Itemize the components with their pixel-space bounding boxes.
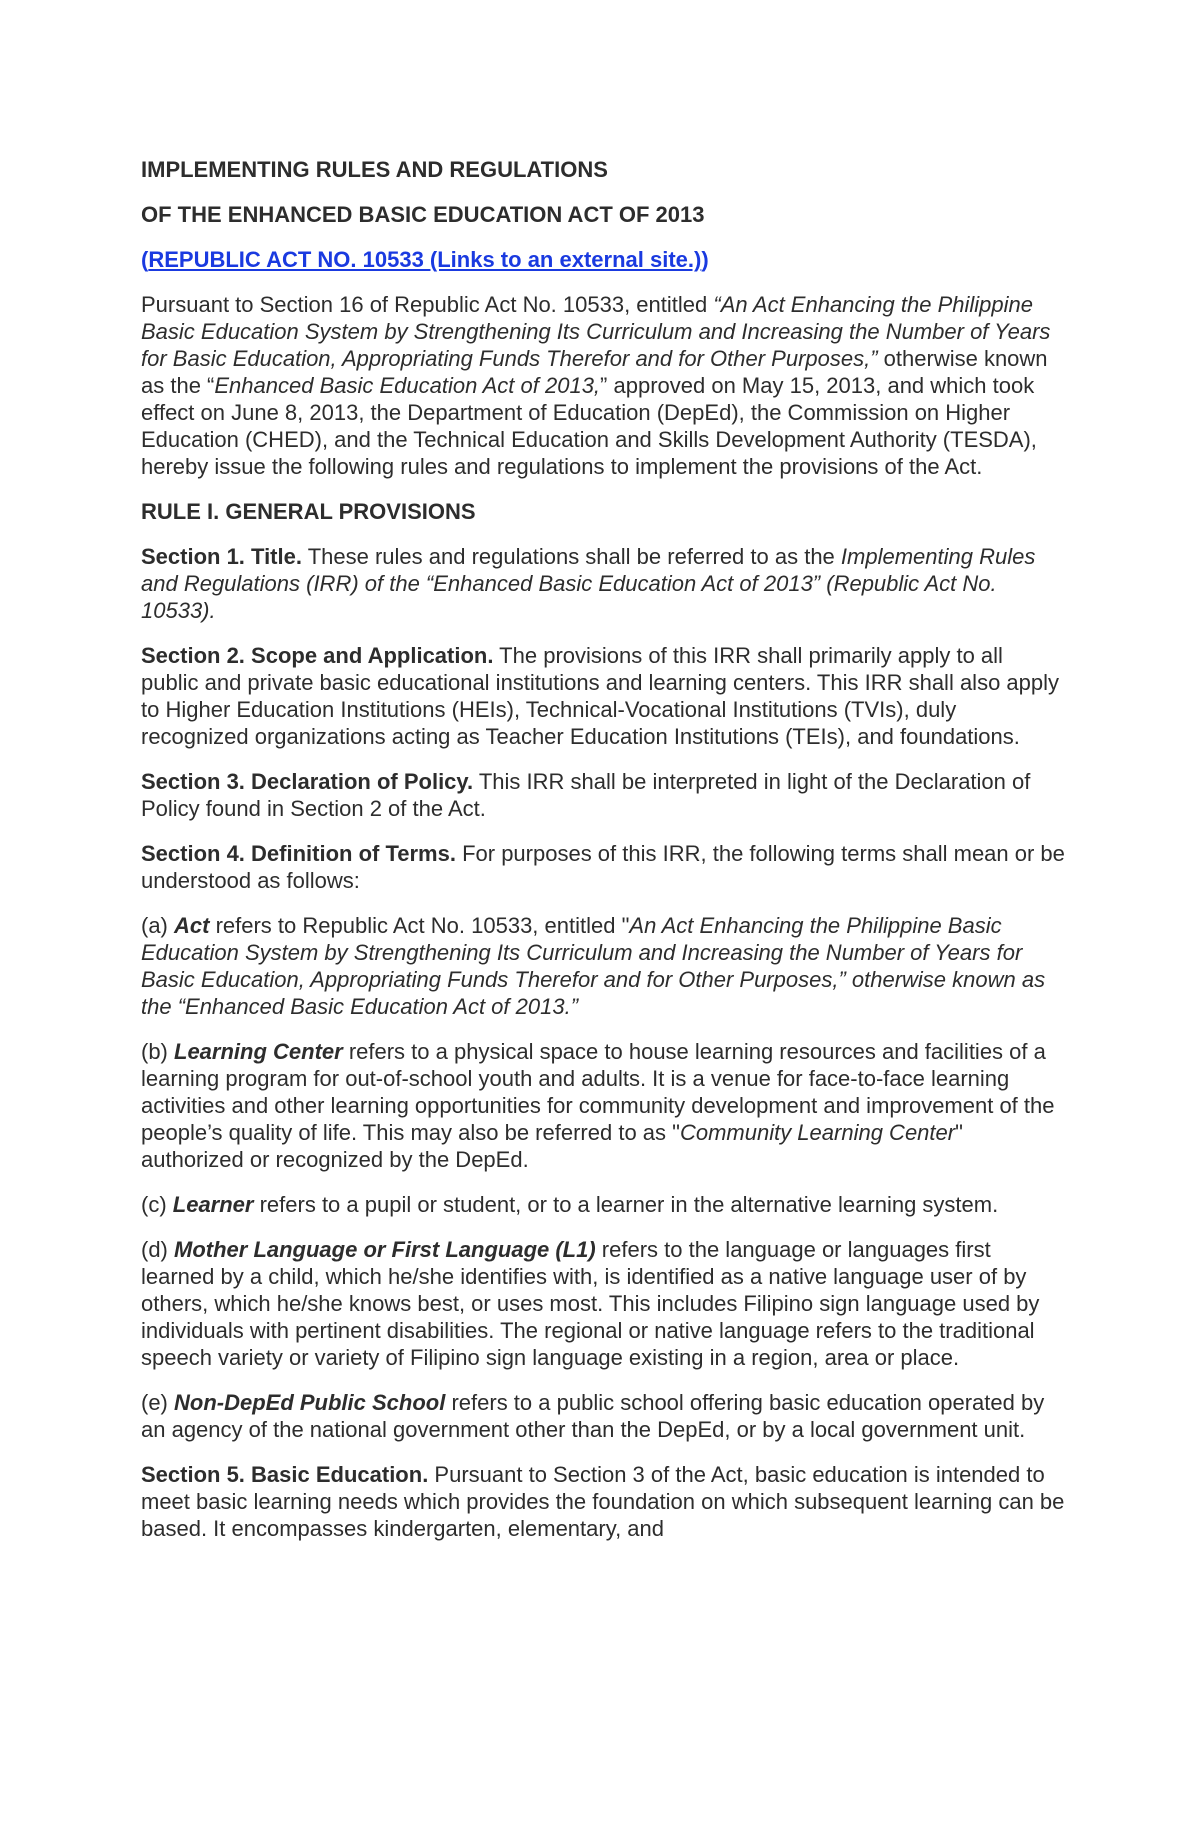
link-close-paren: ) <box>701 247 709 272</box>
definition-e-text: refers to a public school offering basic education operated by an agency of the national government other than the DepEd, or by a local government unit. <box>141 1390 1045 1442</box>
section2-paragraph <box>141 642 1066 750</box>
preamble-short-title: Enhanced Basic Education Act of 2013, <box>214 373 601 398</box>
section3-label: Section 3. Declaration of Policy. <box>141 769 474 794</box>
preamble-act-title: “An Act Enhancing the Philippine Basic Education System by Strengthening Its Curriculum and Increasing the Number of Years for Basic Education, Appropriating Funds Therefor and for Other Purposes,” <box>141 292 1051 371</box>
definition-a-text: refers to Republic Act No. 10533, entitled " <box>209 913 630 938</box>
definition-d <box>141 1236 1066 1371</box>
section1-label: Section 1. Title. <box>141 544 302 569</box>
preamble-text-1: Pursuant to Section 16 of Republic Act No. 10533, entitled <box>141 292 714 317</box>
definition-a-italic-text: An Act Enhancing the Philippine Basic Education System by Strengthening Its Curriculum and Increasing the Number of Years for Basic Education, Appropriating Funds Therefor and for Other Purposes,” otherwise known as the “Enhanced Basic Education Act of 2013.” <box>141 913 1046 1019</box>
definition-c-term: Learner <box>172 1192 254 1217</box>
section1-italic-text: Implementing Rules and Regulations (IRR) of the “Enhanced Basic Education Act of 2013” (Republic Act No. 10533). <box>141 544 1036 623</box>
republic-act-link-line <box>141 246 1066 273</box>
document-page <box>141 156 1066 1560</box>
definition-a-prefix: (a) <box>141 913 174 938</box>
section2-label: Section 2. Scope and Application. <box>141 643 494 668</box>
definition-e-prefix: (e) <box>141 1390 174 1415</box>
section3-paragraph <box>141 768 1066 822</box>
definition-c-prefix: (c) <box>141 1192 173 1217</box>
definition-b-text-2: " authorized or recognized by the DepEd. <box>141 1120 963 1172</box>
document-title-line2: OF THE ENHANCED BASIC EDUCATION ACT OF 2013 <box>141 202 705 227</box>
definition-c <box>141 1191 1066 1218</box>
republic-act-external-link[interactable]: REPUBLIC ACT NO. 10533 (Links to an external site.) <box>148 247 702 272</box>
section4-paragraph <box>141 840 1066 894</box>
section3-text: This IRR shall be interpreted in light of the Declaration of Policy found in Section 2 of the Act. <box>141 769 1031 821</box>
definition-e <box>141 1389 1066 1443</box>
definition-a <box>141 912 1066 1020</box>
definition-d-text: refers to the language or languages first learned by a child, which he/she identifies with, is identified as a native language user of by others, which he/she knows best, or uses most. This includes Filipino sign language used by individuals with pertinent disabilities. The regional or native language refers to the traditional speech variety or variety of Filipino sign language existing in a region, area or place. <box>141 1237 1040 1370</box>
section5-label: Section 5. Basic Education. <box>141 1462 429 1487</box>
section5-paragraph <box>141 1461 1066 1542</box>
definition-c-text: refers to a pupil or student, or to a learner in the alternative learning system. <box>253 1192 999 1217</box>
definition-a-term: Act <box>174 913 210 938</box>
section4-text: For purposes of this IRR, the following terms shall mean or be understood as follows: <box>141 841 1065 893</box>
preamble-text-2: otherwise known as the “ <box>141 346 1048 398</box>
definition-e-term: Non-DepEd Public School <box>174 1390 446 1415</box>
definition-b <box>141 1038 1066 1173</box>
preamble-text-3: ” approved on May 15, 2013, and which took effect on June 8, 2013, the Department of Education (DepEd), the Commission on Higher Education (CHED), and the Technical Education and Skills Development Authority (TESDA), hereby issue the following rules and regulations to implement the provisions of the Act. <box>141 373 1037 479</box>
definition-b-prefix: (b) <box>141 1039 174 1064</box>
section5-text: Pursuant to Section 3 of the Act, basic education is intended to meet basic learning needs which provides the foundation on which subsequent learning can be based. It encompasses kindergarten, elementary, and <box>141 1462 1065 1541</box>
section1-paragraph <box>141 543 1066 624</box>
section1-text: These rules and regulations shall be referred to as the <box>301 544 841 569</box>
definition-b-italic-text: Community Learning Center <box>679 1120 956 1145</box>
definition-b-text: refers to a physical space to house learning resources and facilities of a learning program for out-of-school youth and adults. It is a venue for face-to-face learning activities and other learning opportunities for community development and improvement of the people’s quality of life. This may also be referred to as " <box>141 1039 1055 1145</box>
preamble-paragraph <box>141 291 1066 480</box>
definition-d-term: Mother Language or First Language (L1) <box>174 1237 596 1262</box>
section2-text: The provisions of this IRR shall primarily apply to all public and private basic educational institutions and learning centers. This IRR shall also apply to Higher Education Institutions (HEIs), Technical-Vocational Institutions (TVIs), duly recognized organizations acting as Teacher Education Institutions (TEIs), and foundations. <box>141 643 1060 749</box>
document-title-line1: IMPLEMENTING RULES AND REGULATIONS <box>141 157 608 182</box>
rule1-heading: RULE I. GENERAL PROVISIONS <box>141 499 476 524</box>
section4-label: Section 4. Definition of Terms. <box>141 841 456 866</box>
link-open-paren: ( <box>141 247 149 272</box>
definition-b-term: Learning Center <box>174 1039 343 1064</box>
definition-d-prefix: (d) <box>141 1237 174 1262</box>
